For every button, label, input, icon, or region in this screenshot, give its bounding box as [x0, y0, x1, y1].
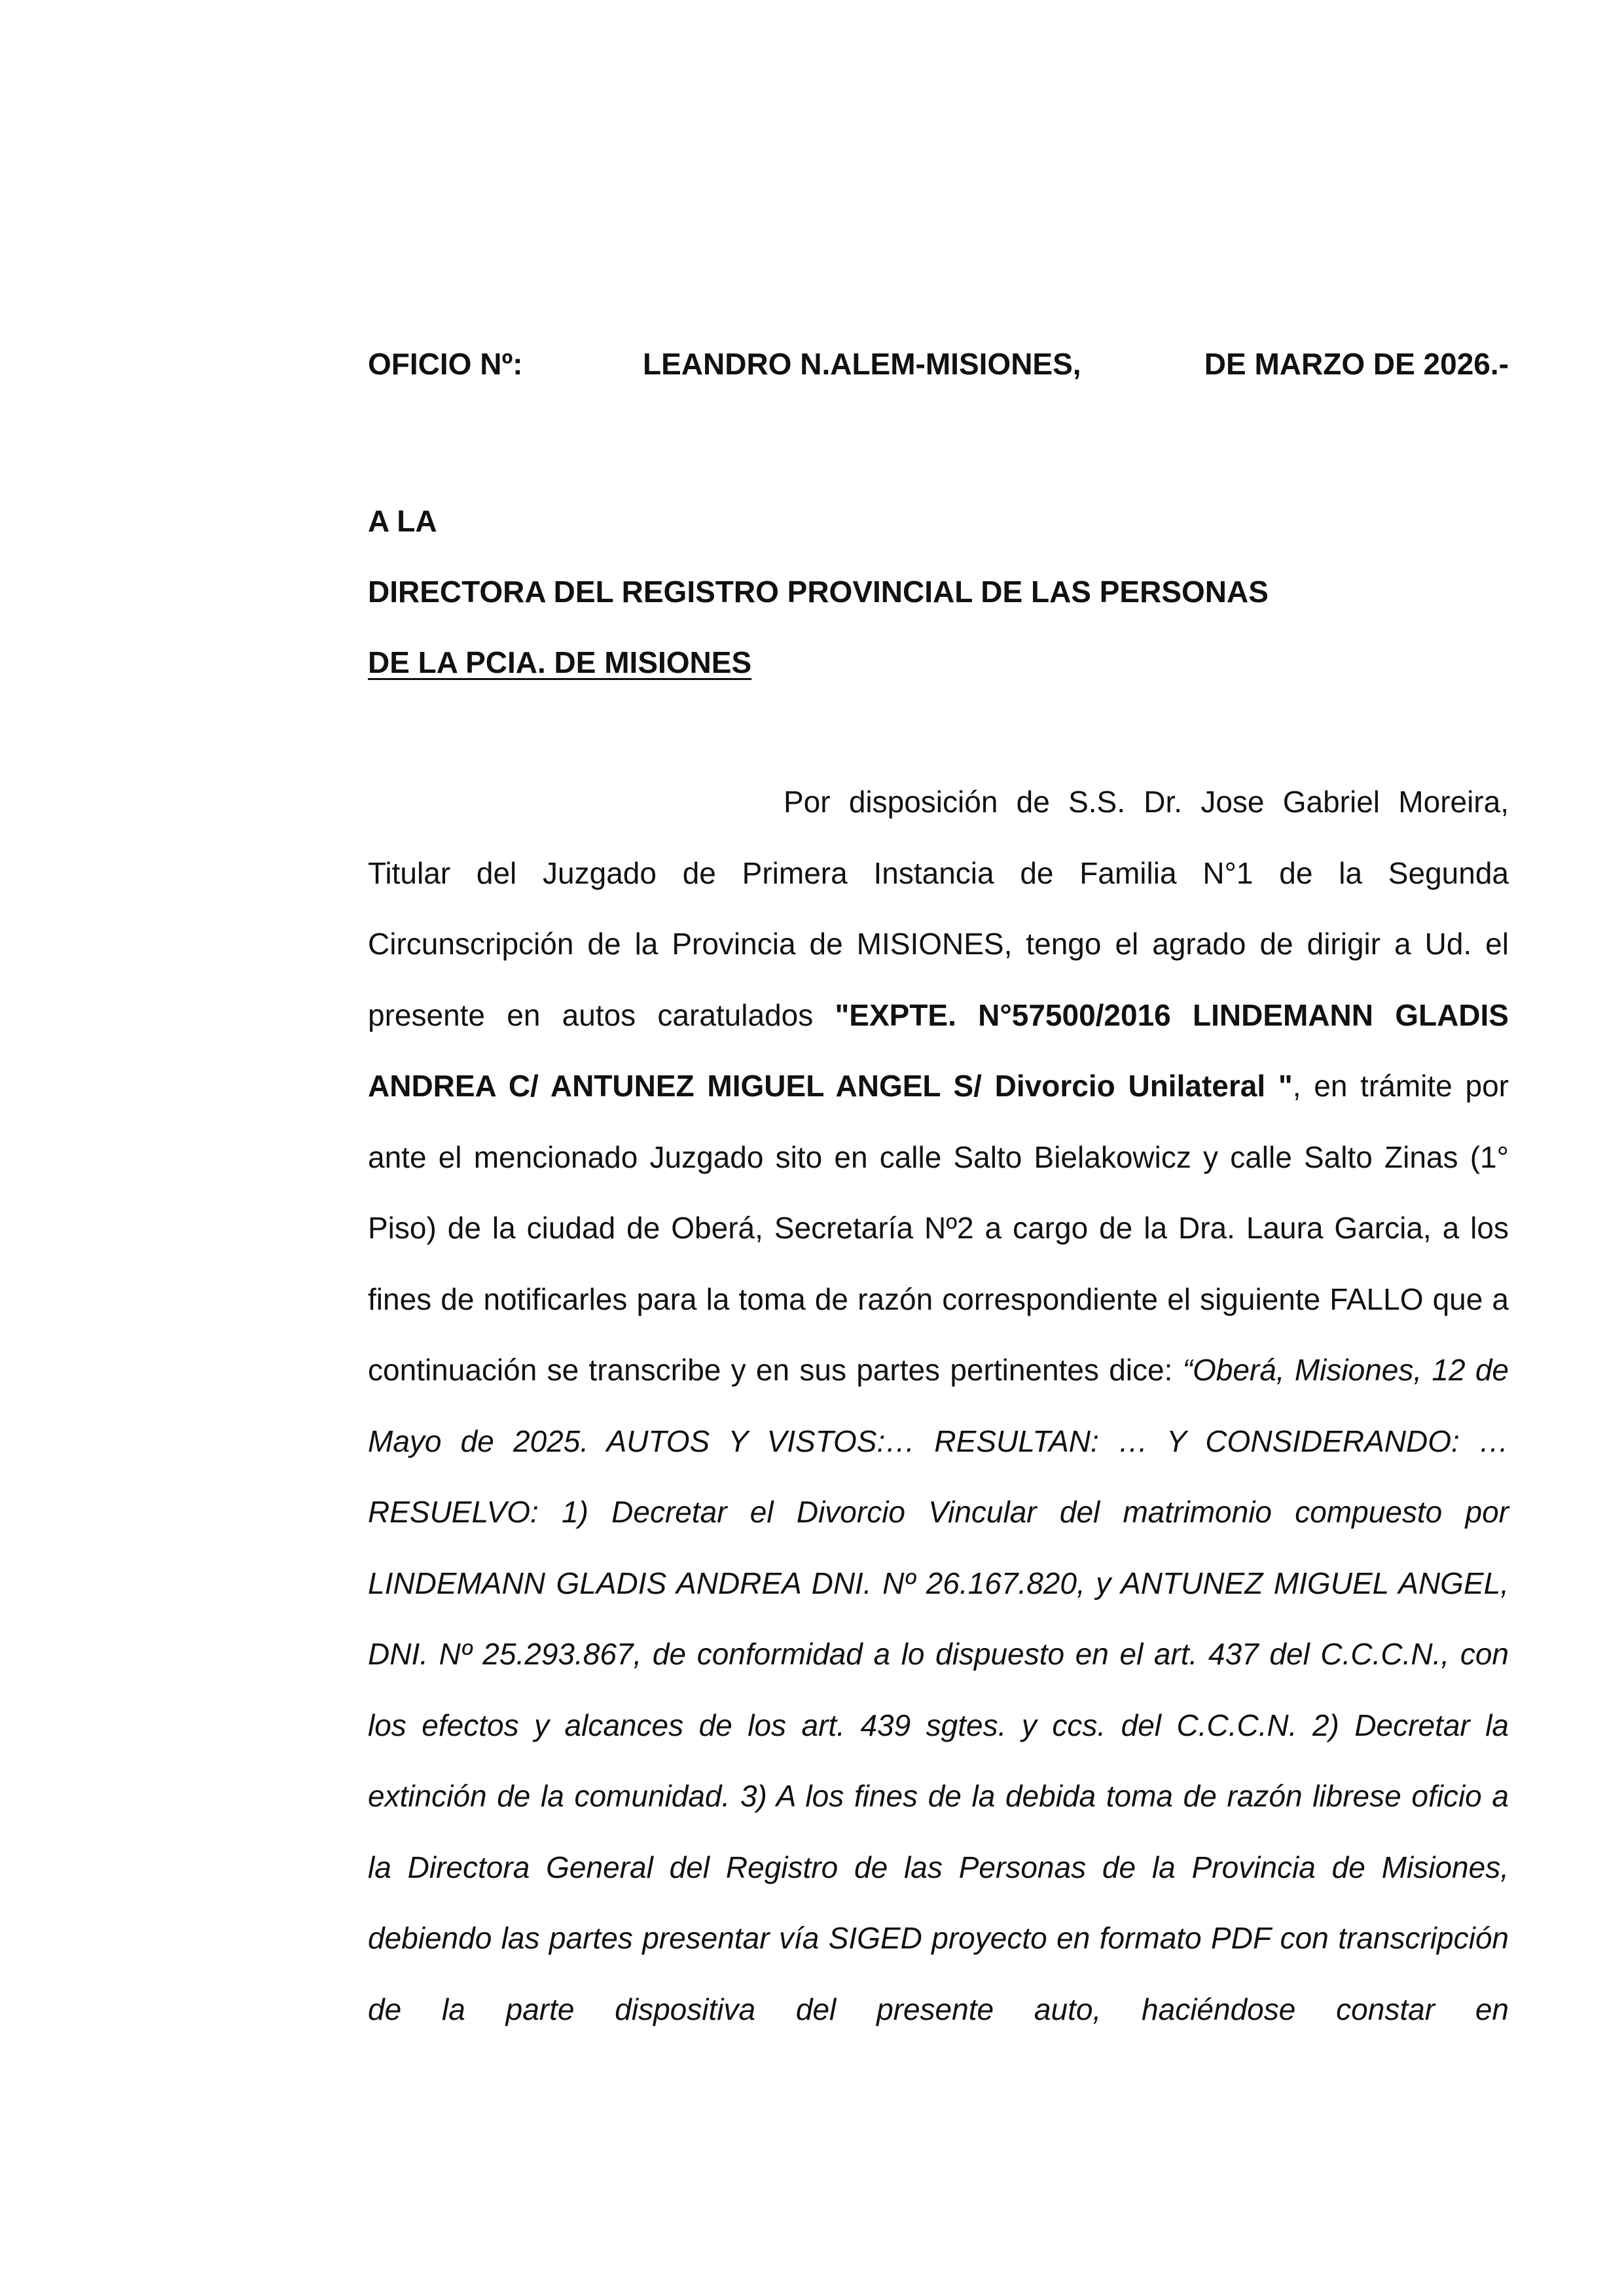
oficio-body: [368, 766, 1509, 2045]
addressee-line-3: DE LA PCIA. DE MISIONES: [368, 645, 752, 679]
oficio-place: LEANDRO N.ALEM-MISIONES,: [643, 347, 1081, 381]
oficio-header: [368, 344, 1509, 384]
addressee-line-2: DIRECTORA DEL REGISTRO PROVINCIAL DE LAS PERSONAS: [368, 575, 1269, 609]
addressee-line-1: A LA: [368, 504, 437, 538]
body-text-part-b: , en trámite por ante el mencionado Juzgado sito en calle Salto Bielakowicz y calle Salto Zinas (1° Piso) de la ciudad de Oberá, Secretaría Nº2 a cargo de la Dra. Laura Garcia, a los fines de notificarles para la toma de razón correspondiente el siguiente FALLO que a continuación se transcribe y en sus partes pertinentes dice:: [368, 1069, 1509, 1387]
body-text-part-a: Titular del Juzgado de Primera Instancia de Familia N°1 de la Segunda Circunscripción de la Provincia de MISIONES, tengo el agrado de dirigir a Ud. el presente en autos caratulados: [368, 855, 1509, 1032]
case-caption: "EXPTE. N°57500/2016 LINDEMANN GLADIS ANDREA C/ ANTUNEZ MIGUEL ANGEL S/ Divorcio Unilateral ": [368, 997, 1509, 1103]
oficio-date: DE MARZO DE 2026.-: [1204, 347, 1509, 381]
oficio-number-label: OFICIO Nº:: [368, 347, 523, 381]
ruling-transcription: “Oberá, Misiones, 12 de Mayo de 2025. AUTOS Y VISTOS:… RESULTAN: … Y CONSIDERANDO: … RESUELVO: 1) Decretar el Divorcio Vincular del matrimonio compuesto por LINDEMANN GLADIS ANDREA DNI. Nº 26.167.820, y ANTUNEZ MIGUEL ANGEL, DNI. Nº 25.293.867, de conformidad a lo dispuesto en el art. 437 del C.C.C.N., con los efectos y alcances de los art. 439 sgtes. y ccs. del C.C.C.N. 2) Decretar la extinción de la comunidad. 3) A los fines de la debida toma de razón librese oficio a la Directora General del Registro de las Personas de la Provincia de Misiones, debiendo las partes presentar vía SIGED proyecto en formato PDF con transcripción de la parte dispositiva del presente auto, haciéndose constar en: [368, 1353, 1509, 2026]
addressee-block: [368, 486, 1509, 698]
body-opening-line: Por disposición de S.S. Dr. Jose Gabriel Moreira,: [784, 785, 1509, 819]
